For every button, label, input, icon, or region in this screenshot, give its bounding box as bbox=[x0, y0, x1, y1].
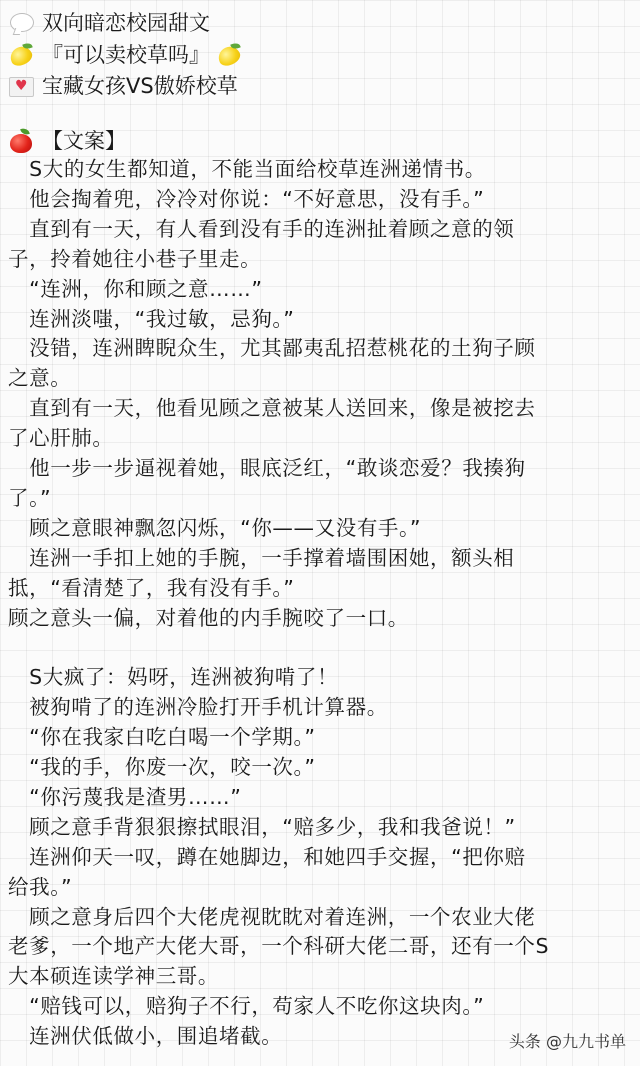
body-line: 子，拎着她往小巷子里走。 bbox=[8, 246, 262, 271]
body-line: 顾之意眼神飘忽闪烁，“你——又没有手。” bbox=[8, 515, 422, 540]
body-line: 连洲仰天一叹，蹲在她脚边，和她四手交握，“把你赔 bbox=[8, 844, 526, 869]
body-line: 了心肝肺。 bbox=[8, 426, 114, 451]
body-line: 连洲伏低做小，围追堵截。 bbox=[8, 1024, 283, 1049]
body-line: 没错，连洲睥睨众生，尤其鄙夷乱招惹桃花的土狗子顾 bbox=[8, 336, 536, 361]
body-line: S大疯了：妈呀，连洲被狗啃了！ bbox=[8, 665, 339, 690]
body-line: 顾之意身后四个大佬虎视眈眈对着连洲，一个农业大佬 bbox=[8, 904, 536, 929]
body-line: “赔钱可以，赔狗子不行，苟家人不吃你这块肉。” bbox=[8, 994, 485, 1019]
header-title-1: 双向暗恋校园甜文 bbox=[42, 11, 210, 35]
body-line: 之意。 bbox=[8, 366, 72, 391]
body-line: “连洲，你和顾之意……” bbox=[8, 276, 263, 301]
body-line: “我的手，你废一次，咬一次。” bbox=[8, 755, 316, 779]
lemon-icon bbox=[216, 42, 242, 68]
body-line: 老爹，一个地产大佬大哥，一个科研大佬二哥，还有一个S bbox=[8, 934, 550, 959]
body-line: 直到有一天，他看见顾之意被某人送回来，像是被挖去 bbox=[8, 396, 536, 421]
body-line: 给我。” bbox=[8, 874, 73, 899]
body-line: “你在我家白吃白喝一个学期。” bbox=[8, 725, 316, 750]
header-title-2: 『可以卖校草吗』 bbox=[42, 43, 210, 67]
body-line: 抵，“看清楚了，我有没有手。” bbox=[8, 575, 295, 600]
speech-bubble-icon bbox=[8, 10, 34, 36]
love-letter-icon bbox=[8, 73, 34, 99]
body-line: “你污蔑我是渣男……” bbox=[8, 784, 242, 809]
header-line-1 bbox=[8, 9, 210, 37]
body-line: S大的女生都知道，不能当面给校草连洲递情书。 bbox=[8, 157, 486, 181]
body-line: 顾之意头一偏，对着他的内手腕咬了一口。 bbox=[8, 605, 409, 630]
lemon-icon bbox=[8, 42, 34, 68]
section-title: 【文案】 bbox=[42, 129, 126, 153]
body-line: 大本硕连读学神三哥。 bbox=[8, 964, 219, 989]
watermark: 头条 @九九书单 bbox=[508, 1032, 626, 1051]
body-line: 顾之意手背狠狠擦拭眼泪，“赔多少，我和我爸说！” bbox=[8, 814, 516, 839]
section-heading bbox=[8, 127, 126, 155]
header-line-3 bbox=[8, 72, 238, 100]
body-line: 他会掏着兜，冷冷对你说：“不好意思，没有手。” bbox=[8, 186, 485, 211]
body-line: 被狗啃了的连洲冷脸打开手机计算器。 bbox=[8, 695, 388, 720]
apple-icon bbox=[8, 128, 34, 154]
header-line-2 bbox=[8, 41, 242, 69]
body-line: 他一步一步逼视着她，眼底泛红，“敢谈恋爱？我揍狗 bbox=[8, 456, 526, 480]
body-line: 连洲淡嗤，“我过敏，忌狗。” bbox=[8, 306, 295, 331]
header-title-3: 宝藏女孩VS傲娇校草 bbox=[42, 74, 238, 98]
body-line: 了。” bbox=[8, 485, 52, 510]
body-line: 直到有一天，有人看到没有手的连洲扯着顾之意的领 bbox=[8, 216, 515, 241]
body-line: 连洲一手扣上她的手腕，一手撑着墙围困她，额头相 bbox=[8, 545, 515, 570]
